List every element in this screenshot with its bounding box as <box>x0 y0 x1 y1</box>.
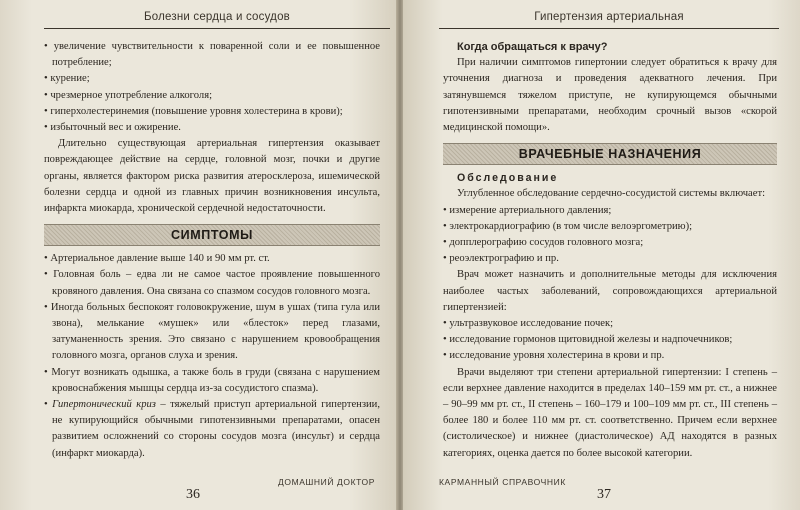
list-item: • Артериальное давление выше 140 и 90 мм рт. ст. <box>44 251 380 267</box>
list-item: • курение; <box>44 71 380 87</box>
right-body <box>443 39 777 462</box>
paragraph: Длительно существующая артериальная гипертензия оказывает повреждающее действие на сердце, головной мозг, почки и другие органы, является фактором риска развития атеросклероза, ишемической болезни сердца и одной из главных причин возникновения инсульта, инфаркта миокарда, хронической сердечной недостаточности. <box>44 138 380 215</box>
page-number-right: 37 <box>597 487 611 502</box>
left-page <box>0 0 397 510</box>
list-item: • исследование уровня холестерина в крови и пр. <box>443 348 777 364</box>
list-item: • исследование гормонов щитовидной железы и надпочечников; <box>443 332 777 348</box>
list-item: • избыточный вес и ожирение. <box>44 120 380 136</box>
list-item: • электрокардиографию (в том числе велоэргометрию); <box>443 219 777 235</box>
paragraph: При наличии симптомов гипертонии следует обратиться к врачу для уточнения диагноза и проведения адекватного лечения. При затянувшемся тяжелом приступе, не купирующемся обычными гипотензивными препаратами, необходим срочный вызов «скорой медицинской помощи». <box>443 57 777 134</box>
question-heading: Когда обращаться к врачу? <box>457 41 608 53</box>
footer-title-right: КАРМАННЫЙ СПРАВОЧНИК <box>439 477 566 487</box>
list-item: • Иногда больных беспокоят головокружение, шум в ушах (типа гула или звона), мелькание «мушек» или «блесток» перед глазами, затуманенность зрения. Это связано с нарушением кровообращения головного мозга, органов слуха и зрения. <box>44 300 380 365</box>
right-page <box>403 0 800 510</box>
paragraph: Врачи выделяют три степени артериальной гипертензии: I степень – если верхнее давление находится в пределах 140–159 мм рт. ст., а нижнее – 90–99 мм рт. ст., II степень – 160–179 и 100–109 мм рт. ст., III степень – более 180 и более 110 мм рт. ст. соответственно. Причем если верхнее (систолическое) и нижнее (диастолическое) АД находятся в разных категориях, оценка дается по более высокой категории. <box>443 366 777 459</box>
list-item: • допплерографию сосудов головного мозга; <box>443 235 777 251</box>
list-item-crisis <box>44 397 380 462</box>
list-item: • Головная боль – едва ли не самое частое проявление повышенного кровяного давления. Она связана со спазмом сосудов головного мозга. <box>44 267 380 299</box>
list-item: • гиперхолестеринемия (повышение уровня холестерина в крови); <box>44 104 380 120</box>
paragraph: Врач может назначить и дополнительные методы для исключения наиболее частых заболеваний, сопровождающихся артериальной гипертензией: <box>443 269 777 313</box>
list-item: • реоэлектрографию и пр. <box>443 251 777 267</box>
running-head-left: Болезни сердца и сосудов <box>44 6 390 29</box>
crisis-term: Гипертонический криз <box>52 399 156 411</box>
footer-title-left: ДОМАШНИЙ ДОКТОР <box>278 477 376 487</box>
list-item: • увеличение чувствительности к поваренной соли и ее повышенное потребление; <box>44 39 380 71</box>
list-item: • чрезмерное употребление алкоголя; <box>44 88 380 104</box>
list-item: • ультразвуковое исследование почек; <box>443 316 777 332</box>
subsection-title: Обследование <box>457 172 559 185</box>
list-item: • Могут возникать одышка, а также боль в груди (связана с нарушением кровоснабжения мышцы сердца из-за сосудистого спазма). <box>44 365 380 397</box>
crisis-text: – тяжелый приступ артериальной гипертензии, не купирующийся обычными гипотензивными препаратами, опасен развитием осложнений со стороны сосудов мозга (инсульт) и сердца (инфаркт миокарда). <box>52 399 380 459</box>
section-banner-prescriptions: ВРАЧЕБНЫЕ НАЗНАЧЕНИЯ <box>443 143 777 165</box>
paragraph: Углубленное обследование сердечно-сосудистой системы включает: <box>457 188 766 200</box>
left-body <box>44 39 380 462</box>
list-item: • измерение артериального давления; <box>443 203 777 219</box>
section-banner-symptoms: СИМПТОМЫ <box>44 224 380 246</box>
running-head-right: Гипертензия артериальная <box>439 6 779 29</box>
page-number-left: 36 <box>186 487 200 502</box>
